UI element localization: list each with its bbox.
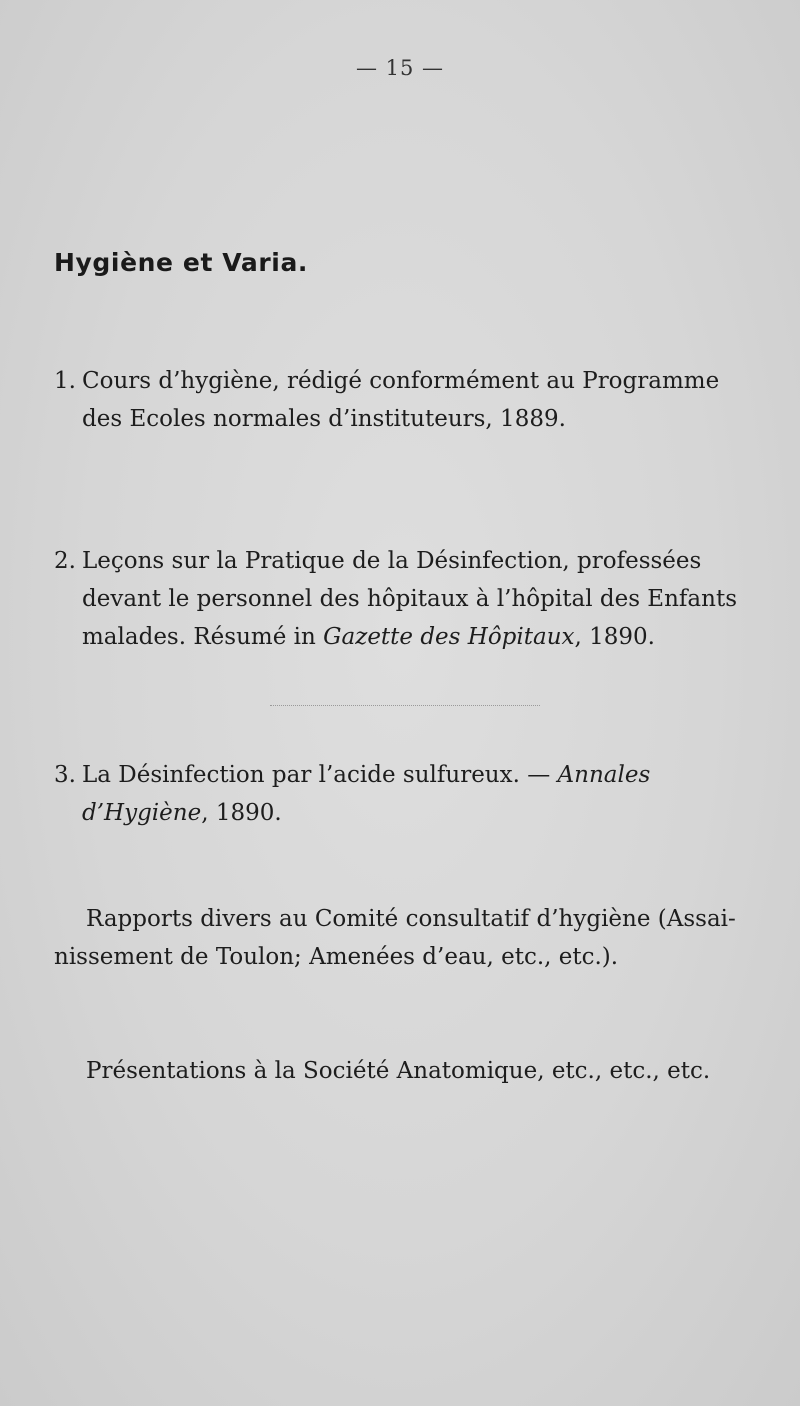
entry-number: 1. (54, 368, 76, 394)
entry-line (54, 756, 760, 794)
presentations-entry (54, 1052, 760, 1090)
entry-line (54, 362, 760, 400)
divider (270, 705, 540, 706)
publication-entry-3 (54, 756, 760, 832)
entry-text: , 1890. (201, 800, 282, 826)
entry-text: Leçons sur la Pratique de la Désinfection, professées (82, 548, 702, 574)
entry-text: malades. Résumé in (82, 624, 324, 650)
entry-line: devant le personnel des hôpitaux à l’hôpital des Enfants (82, 586, 737, 612)
section-title: Hygiène et Varia. (54, 248, 309, 277)
entry-number: 2. (54, 548, 76, 574)
journal-title: Gazette des Hôpitaux (323, 624, 575, 650)
entry-line: des Ecoles normales d’instituteurs, 1889. (82, 406, 566, 432)
publication-entry-2 (54, 542, 760, 656)
entry-number: 3. (54, 762, 76, 788)
publication-entry-1 (54, 362, 760, 438)
entry-line: Rapports divers au Comité consultatif d’hygiène (Assai- (86, 906, 736, 932)
entry-line: Présentations à la Société Anatomique, etc., etc., etc. (86, 1058, 711, 1084)
entry-text: Cours d’hygiène, rédigé conformément au Programme (82, 368, 720, 394)
entry-line (54, 794, 760, 832)
journal-title: Annales (557, 762, 651, 788)
entry-line (54, 618, 760, 656)
entry-line: nissement de Toulon; Amenées d’eau, etc., etc.). (54, 944, 619, 970)
entry-text: , 1890. (574, 624, 655, 650)
reports-entry (54, 900, 764, 976)
page-number: — 15 — (355, 56, 445, 80)
entry-line (54, 542, 760, 580)
journal-title: d’Hygiène (82, 800, 202, 826)
entry-text: La Désinfection par l’acide sulfureux. — (82, 762, 558, 788)
